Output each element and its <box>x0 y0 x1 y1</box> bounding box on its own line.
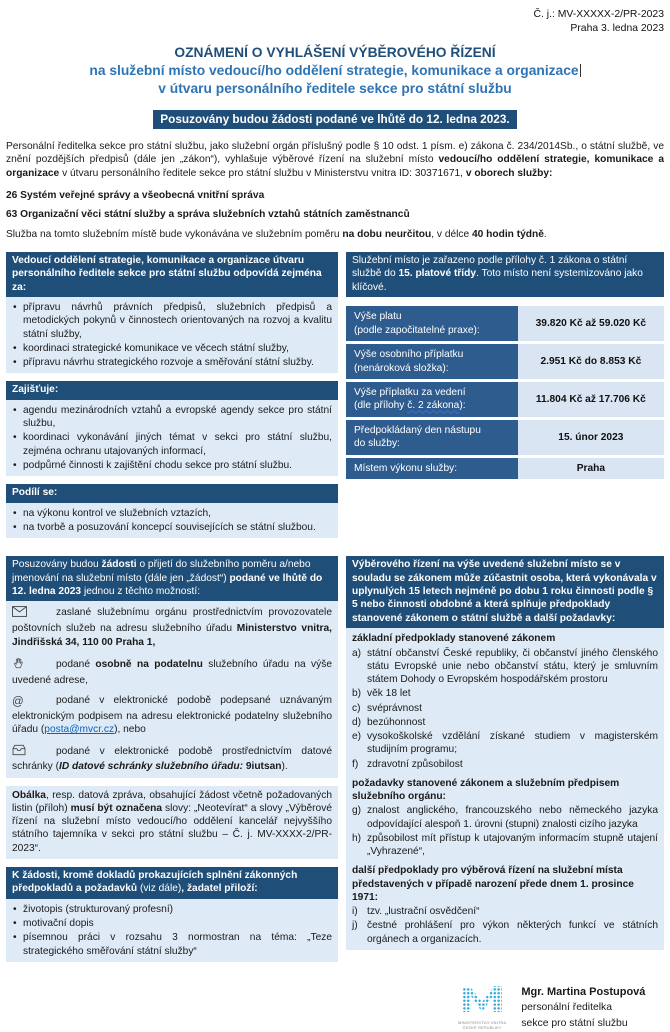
signer-role-1: personální ředitelka <box>521 1002 613 1014</box>
row-value: 39.820 Kč až 59.020 Kč <box>518 306 664 341</box>
duty-item: • podpůrné činnosti k zajištění chodu sekce pro státní službu. <box>12 459 332 472</box>
deadline-banner: Posuzovány budou žádosti podané ve lhůtě do 12. ledna 2023. <box>153 110 516 129</box>
duty-item: • na výkonu kontrol ve služebních vztazích, <box>12 507 332 520</box>
applications-block <box>6 556 338 778</box>
position-column <box>346 252 664 482</box>
duties-header: Zajišťuje: <box>6 381 338 399</box>
field-of-service-26: 26 Systém veřejné správy a všeobecná vnitřní správa <box>6 190 265 202</box>
application-method: @ podané v elektronické podobě podepsané uznávaným elektronickým podpisem na adresu elektronické podatelny služebního úřadu (posta@mvcr.cz), nebo <box>12 695 332 736</box>
application-method: zaslané služebnímu orgánu prostřednictvím provozovatele poštovních služeb na adresu služebního úřadu Ministerstvo vnitra, Jindřišská 34, 110 00 Praha 1, <box>12 607 332 648</box>
hand-icon <box>12 656 56 674</box>
row-label: Výše osobního příplatku <box>354 349 464 361</box>
section-applications-requirements <box>6 556 664 970</box>
salary-table <box>346 303 664 482</box>
requirement-item: j) čestné prohlášení pro výkon některých funkcí ve státních orgánech a organizacích. <box>352 920 658 945</box>
row-label: Výše platu <box>354 311 402 323</box>
table-row <box>346 458 664 479</box>
title-line-2: na služební místo vedoucí/ho oddělení strategie, komunikace a organizace <box>89 63 579 79</box>
requirement-subhead: další předpoklady pro výběrová řízení na služební místa představených v případě narození přede dnem 1. prosince 1971: <box>352 865 634 903</box>
duties-column <box>6 252 338 546</box>
duties-block-ensures <box>6 381 338 476</box>
signer-name: Mgr. Martina Postupová <box>521 985 646 998</box>
requirement-item: c) svéprávnost <box>352 702 422 714</box>
row-label: Místem výkonu služby: <box>354 462 458 474</box>
table-row: Výše platu (podle započitatelné praxe): 39.820 Kč až 59.020 Kč <box>346 306 664 341</box>
field-of-service-63: 63 Organizační věci státní služby a správa služebních vztahů státních zaměstnanců <box>6 209 410 221</box>
duty-item: • koordinaci strategické komunikace ve věcech státní služby, <box>12 342 332 355</box>
duty-item: • přípravu návrhu strategického rozvoje a směřování státní služby. <box>12 356 332 369</box>
row-value: 15. únor 2023 <box>518 420 664 455</box>
deadline-banner-wrap <box>6 110 664 129</box>
document-meta <box>6 8 664 35</box>
requirement-subhead: základní předpoklady stanovené zákonem <box>352 633 556 645</box>
applications-column <box>6 556 338 970</box>
attachment-item: • písemnou práci v rozsahu 3 normostran na téma: „Teze strategického směřování státní služby“ <box>12 931 332 958</box>
intro-paragraph: Personální ředitelka sekce pro státní službu, jako služební orgán příslušný podle § 10 odst. 1 písm. e) zákona č. 234/2014Sb., o státní službě, ve znění pozdějších předpisů (dále jen „zákon“), vyhlašuje výběrové řízení na služební místo vedoucí/ho oddělení strategie, komunikace a organizace v útvaru personálního ředitele sekce pro státní službu v Ministerstvu vnitra ID: 30371671, v oborech služby: <box>6 140 664 179</box>
applications-header: Posuzovány budou žádosti o přijetí do služebního poměru a/nebo jmenování na služební místo (dále jen „žádost“) podané ve lhůtě do 12. ledna 2023 jednou z těchto možností: <box>6 556 338 601</box>
application-method: podané v elektronické podobě prostřednictvím datové schránky (ID datové schránky služebního úřadu: 9iutsan). <box>12 745 332 773</box>
email-link[interactable]: posta@mvcr.cz <box>44 724 115 736</box>
row-label: Výše příplatku za vedení <box>354 387 466 398</box>
at-icon: @ <box>12 696 24 709</box>
table-row: Předpokládaný den nástupu do služby: 15. únor 2023 <box>346 420 664 455</box>
requirements-header: Výběrového řízení na výše uvedené služební místo se v souladu se zákonem může zúčastnit osoba, která vykonávala v uplynulých 15 letech nejméně po dobu 1 roku činnosti podle § 5 nebo činnosti obdobné a která splňuje předpoklady stanovené zákonem o státní službě a další požadavky: <box>346 556 664 628</box>
service-terms-paragraph: Služba na tomto služebním místě bude vykonávána ve služebním poměru na dobu neurčitou, v délce 40 hodin týdně. <box>6 229 547 241</box>
duties-header: Vedoucí oddělení strategie, komunikace a organizace útvaru personálního ředitele sekce pro státní službu odpovídá zejména za: <box>6 252 338 297</box>
attachments-block <box>6 867 338 962</box>
page-title <box>6 44 664 99</box>
signature-block <box>458 984 664 1032</box>
row-value: 2.951 Kč do 8.853 Kč <box>518 344 664 379</box>
logo-caption: MINISTERSTVO VNITRA ČESKÉ REPUBLIKY <box>458 1019 507 1031</box>
databox-icon <box>12 744 56 761</box>
row-value: Praha <box>518 458 664 479</box>
requirement-item: b) věk 18 let <box>352 688 411 700</box>
section-duties-position <box>6 252 664 546</box>
envelope-icon <box>12 606 56 622</box>
attachments-header: K žádosti, kromě dokladů prokazujících splnění zákonných předpokladů a požadavků (viz dále), žadatel přiloží: <box>6 867 338 899</box>
requirement-item: i) tzv. „lustrační osvědčení“ <box>352 906 480 918</box>
application-method: podané osobně na podatelnu služebního úřadu na výše uvedené adrese, <box>12 656 332 687</box>
title-line-1: OZNÁMENÍ O VYHLÁŠENÍ VÝBĚROVÉHO ŘÍZENÍ <box>174 45 496 61</box>
requirement-item: d) bezúhonnost <box>352 716 426 728</box>
row-label: Předpokládaný den nástupu <box>354 424 481 436</box>
position-grade-header: Služební místo je zařazeno podle přílohy č. 1 zákona o státní službě do 15. platové třídy. Toto místo není systemizováno jako klíčové. <box>346 252 664 297</box>
requirement-item: a) státní občanství České republiky, či občanství jiného členského státu Evropské unie nebo občanství státu, který je smluvním státem Dohody o Evropském hospodářském prostoru <box>352 647 658 686</box>
duties-block-participates <box>6 484 338 538</box>
attachment-item: • motivační dopis <box>12 917 332 930</box>
requirement-subhead: požadavky stanovené zákonem a služebním předpisem služebního orgánu: <box>352 777 620 803</box>
table-row: Výše příplatku za vedení (dle přílohy č. 2 zákona): 11.804 Kč až 17.706 Kč <box>346 382 664 417</box>
requirements-column <box>346 556 664 950</box>
place-date: Praha 3. ledna 2023 <box>570 22 664 34</box>
row-value: 11.804 Kč až 17.706 Kč <box>518 382 664 417</box>
duty-item: • přípravu návrhů právních předpisů, služebních předpisů a metodických pokynů v činnostech orientovaných na rozvoj a kvalitu státní služby, <box>12 301 332 341</box>
table-row: Výše osobního příplatku (nenároková složka): 2.951 Kč do 8.853 Kč <box>346 344 664 379</box>
duty-item: • na tvorbě a posuzování koncepcí souvisejících se státní službou. <box>12 521 332 534</box>
requirement-item: g) znalost anglického, francouzského nebo německého jazyka odpovídající alespoň 1. úrovni (stupni) znalosti cizího jazyka <box>352 805 658 830</box>
title-line-3: v útvaru personálního ředitele sekce pro státní službu <box>158 81 512 97</box>
text-cursor <box>580 64 581 77</box>
signer-role-2: sekce pro státní službu <box>521 1017 628 1029</box>
duties-block-responsibility <box>6 252 338 374</box>
duty-item: • agendu mezinárodních vztahů a evropské agendy sekce pro státní službu, <box>12 404 332 431</box>
attachment-item: • životopis (strukturovaný profesní) <box>12 903 332 916</box>
envelope-note: Obálka, resp. datová zpráva, obsahující žádost včetně požadovaných listin (příloh) musí být označena slovy: „Neotevírat“ a slovy „Výběrové řízení na služební místo vedoucí/ho oddělení kancelář nejvyššího státního tajemníka v sekci pro státní službu – Č. j. MV-XXXX-2/PR-2023“. <box>6 786 338 859</box>
duties-header: Podílí se: <box>6 484 338 502</box>
ref-number: Č. j.: MV-XXXXX-2/PR-2023 <box>533 9 664 20</box>
requirement-item: e) vysokoškolské vzdělání získané studiem v magisterském studijním programu; <box>352 731 658 756</box>
duty-item: • koordinaci vykonávání jiných témat v sekci pro státní službu, zejména ochranu utajovaných informací, <box>12 431 332 458</box>
ministry-logo <box>458 984 506 1031</box>
requirement-item: h) způsobilost mít přístup k utajovaným informacím stupně utajení „Vyhrazené“, <box>352 832 658 858</box>
requirement-item: f) zdravotní způsobilost <box>352 758 463 770</box>
